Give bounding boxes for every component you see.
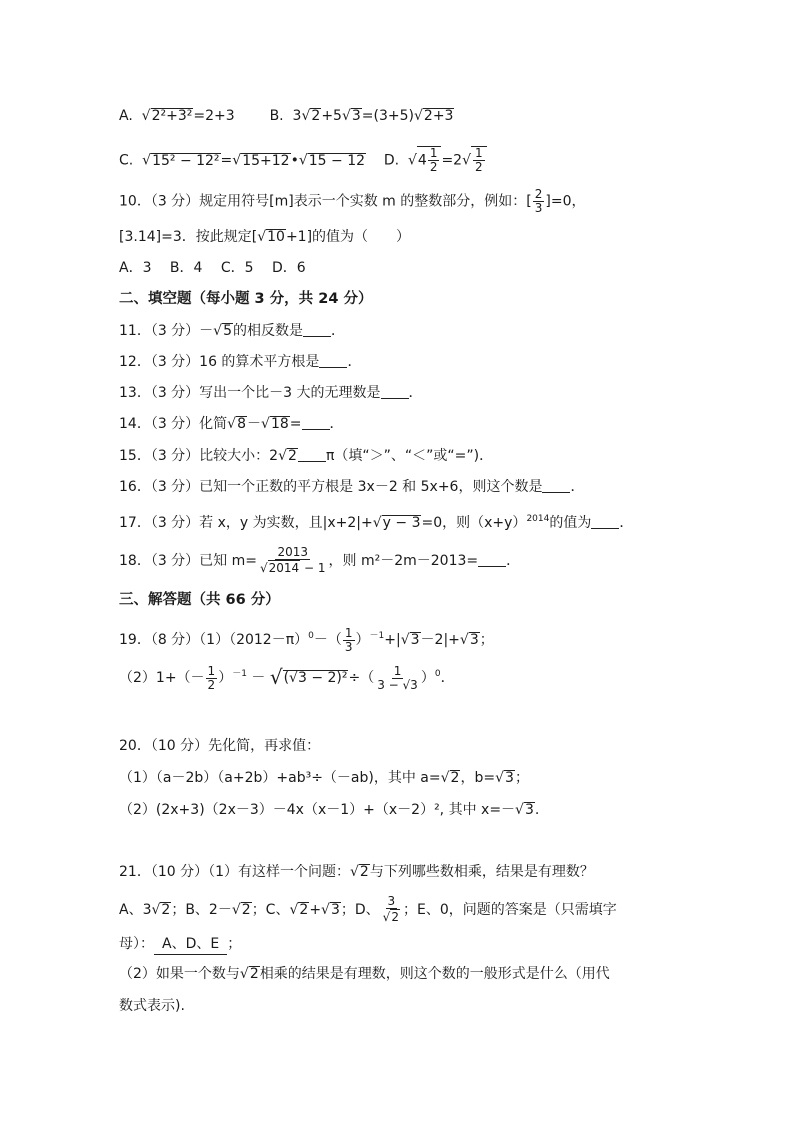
q21-opt-d: ；D、 [340,902,380,918]
q18-end: ． [506,553,521,569]
q13-text: 13．（3 分）写出一个比－3 大的无理数是 [119,385,381,401]
q17-end: ． [619,515,634,531]
q19-l1-den: 3 [344,639,353,654]
q10-frac-num: 2 [534,187,543,201]
q21-l4-r: 2 [249,966,259,982]
question-19-line1: 19．（8 分）$(1)(2012-\pi)^0-$（ $\frac{1}{3}$ ）$^{-1}$+|√3－2|+√3； [119,625,494,654]
q10-frac-den: 3 [534,201,543,215]
question-14: 14．（3 分）化简√8－√18= ． [119,416,344,432]
question-21-line5: 数式表示). [119,998,185,1014]
question-19-line2: （2）1+（－ $\frac{1}{2}$ ）$^{-1}$ － √(√3 − 2)²÷（ $\frac{1}{3 - √3}$ ）$^0$． [119,663,455,692]
q18-post: ，则 m²－2m－2013= [328,553,479,569]
question-10-line1 [119,188,585,215]
q20-l3-r: 3 [524,802,534,818]
option-d-num2: 1 [475,146,483,160]
q11-rad: 5 [223,323,233,339]
q11-post: 的相反数是 [233,323,304,339]
option-b-eq: =(3+5) [361,108,414,124]
q21-opt-d-num: 3 [387,894,396,908]
q19-l1-close: ） [355,632,370,648]
option-d-den: 2 [429,160,438,174]
option-row-ab: A. √2²+3²=2+3 B. 3√2+5√3=(3+5)√2+3 [119,108,454,124]
option-d-num: 1 [429,146,438,160]
q10-text2a: [3.14]=3．按此规定[ [119,229,258,245]
question-13 [119,383,423,403]
q14-r2: 18 [270,416,289,432]
q21-opt-c: ；C、 [251,902,290,918]
q14-blank [302,417,330,430]
q19-l1-end: ； [479,632,494,648]
section-2-title: 二、填空题（每小题 3 分，共 24 分） [119,291,373,307]
q21-opt-c-plus: + [309,902,322,918]
q14-mid: － [247,416,262,432]
q21-l3-pre: 母）： [119,936,154,952]
option-c-r2: 15+12 [242,152,290,169]
question-16 [119,477,584,497]
q12-blank [319,355,347,368]
question-10-line2: [3.14]=3．按此规定[√10+1]的值为（ ） [119,229,411,245]
q11-pre: 11．（3 分）－ [119,323,214,339]
q10-text1: 10．（3 分）规定用符号[m]表示一个实数 m 的整数部分，例如：[ [119,193,532,210]
q14-eq: = [289,416,302,432]
question-20-line2: （1）（a－2b）（a+2b）+ab³÷（－ab)，其中 a=√2，b=√3； [119,770,529,786]
q21-opt-a-r: 2 [161,902,171,918]
option-c-eq: = [220,152,233,169]
option-a-tail: =2+3 [193,108,235,124]
option-b-r3: 2+3 [423,108,454,124]
q15-pi: π [325,448,335,464]
q19-l2-pre: （2）1+（－ [119,670,205,686]
q17-pre: 17．（3 分）若 x，y 为实数，且|x+2|+ [119,515,373,531]
question-21-line2: A、3√2；B、2－√2；C、√2+√3；D、 $\frac{3}{√2}$ ；E、0，问题的答案是（只需填字 [119,894,617,924]
q21-l4-post: 相乘的结果是有理数，则这个数的一般形式是什么（用代 [259,966,610,982]
section-3-title: 三、解答题（共 66 分） [119,592,280,608]
q21-l1-post: 与下列哪些数相乘，结果是有理数？ [369,864,594,880]
option-c-label: C. [119,152,134,169]
q19-l1-abs2: －2|+ [420,632,460,648]
q13-blank [381,386,409,399]
option-row-cd: C. √15² − 12²=√15+12•√15 − 12 D. √4 $\frac{1}{2}$ =2√ $\frac{1}{2}$ [119,146,487,174]
q18-fraction [258,546,328,576]
q18-den-tail: − 1 [300,561,326,575]
q14-pre: 14．（3 分）化简 [119,416,228,432]
option-b-plus: +5 [321,108,342,124]
q18-den: √2014 − 1 [260,561,326,575]
option-d-den2: 2 [475,160,483,174]
option-c-r3: 15 − 12 [308,152,366,169]
q20-l2-mid: ，b= [460,770,496,786]
option-a-radicand: 2²+3² [151,108,193,124]
q16-blank [542,480,570,493]
q19-l2-exp2: 0 [434,669,441,679]
q21-opt-b: ；B、2－ [171,902,232,918]
option-d-int: 4 [417,152,427,169]
q21-l1-r: 2 [359,864,369,880]
q21-opt-d-den: √2 [382,910,399,924]
q19-l1-exp2: －1 [369,631,385,641]
question-11: 11．（3 分）－√5的相反数是 ． [119,323,346,339]
question-18 [119,546,520,576]
q17-rad: y − 3 [382,515,421,531]
q19-l1-pre: 19．（8 分）（1）（2012－π） [119,632,309,648]
question-17: 17．（3 分）若 x，y 为实数，且|x+2|+√y − 3=0，则$(x+y)^{2014}$的值为 ． [119,514,634,531]
q19-l1-r2: 3 [469,632,479,648]
q17-post: 的值为 [549,515,592,531]
q16-end: ． [570,479,585,495]
q11-blank [303,324,331,337]
q18-num: 2013 [277,545,309,559]
option-b-label: B. [269,108,284,124]
option-b-r1: 2 [311,108,321,124]
q13-end: ． [408,385,423,401]
option-b-r2: 3 [351,108,361,124]
q19-l2-rad: (√3 − 2)² [283,670,348,686]
question-21-line1: 21．（10 分）（1）有这样一个问题：√2与下列哪些数相乘，结果是有理数？ [119,864,594,880]
q12-text: 12．（3 分）16 的算术平方根是 [119,354,320,370]
q15-pre: 15．（3 分）比较大小：2 [119,448,279,464]
q19-l2-fden: 3 − √3 [377,677,418,692]
q19-l1-exp: 0 [308,631,314,641]
q14-end: ． [329,416,344,432]
q18-pre: 18．（3 分）已知 m= [119,553,257,569]
q19-l2-den: 2 [207,677,216,692]
option-c-dot: • [290,152,299,169]
q21-opt-e: ；E、0，问题的答案是（只需填字 [402,902,617,918]
q14-r1: 8 [237,416,247,432]
q19-l2-end: ． [440,670,455,686]
q17-blank [591,516,619,529]
question-21-line3 [119,934,241,955]
q19-l1-r1: 3 [410,632,420,648]
q10-text2b: +1]的值为（ ） [285,229,411,245]
q18-den-rad: 2014 [268,561,300,575]
q15-blank [298,449,326,462]
q19-l2-div: ÷（ [348,670,375,686]
option-d-radicand [417,146,442,174]
option-a-label: A. [119,108,133,124]
q20-l2-r2: 3 [505,770,514,786]
q20-l3-pre: （2）(2x+3)（2x－3）－4x（x－1）+（x－2）², 其中 x=－ [119,802,516,818]
question-20-line3: （2）(2x+3)（2x－3）－4x（x－1）+（x－2）², 其中 x=－√3. [119,802,540,818]
q21-l4-pre: （2）如果一个数与 [119,966,240,982]
q10-text1-tail: ]=0， [545,193,586,210]
question-20-line1: 20．（10 分）先化简，再求值： [119,738,321,754]
q19-l1-abs: +| [384,632,401,648]
q21-opt-a: A、3 [119,902,152,918]
question-10-choices: A．3 B．4 C．5 D．6 [119,260,306,276]
q21-answer: A、D、E [154,934,227,955]
q21-l1-pre: 21．（10 分）（1）有这样一个问题： [119,864,350,880]
q21-opt-c-r2: 3 [330,902,340,918]
q19-l2-close: ） [218,670,233,686]
question-21-line4: （2）如果一个数与√2相乘的结果是有理数，则这个数的一般形式是什么（用代 [119,966,610,982]
q21-opt-d-den-r: 2 [391,910,399,924]
option-d-radicand2 [471,146,487,174]
q20-l3-end: . [534,802,540,818]
option-b-coef: 3 [292,108,302,124]
q16-text: 16．（3 分）已知一个正数的平方根是 3x－2 和 5x+6，则这个数是 [119,479,543,495]
q21-l3-end: ； [227,936,242,952]
option-d-label: D. [383,152,400,169]
q19-l1-mid: －（ [313,632,342,648]
q19-l2-num: 1 [207,663,216,678]
q11-end: ． [331,323,346,339]
q15-rad: 2 [288,448,297,464]
q10-rad: 10 [267,229,285,245]
q19-l2-fnum: 1 [393,663,402,678]
q19-l2-exp: －1 [232,669,247,679]
option-c-r1: 15² − 12² [152,152,220,169]
q20-l2-pre: （1）（a－2b）（a+2b）+ab³÷（－ab)，其中 a= [119,770,441,786]
q19-l2-close2: ） [420,670,435,686]
q20-l2-end: ； [514,770,529,786]
q17-exp: 2014 [526,514,550,524]
question-15: 15．（3 分）比较大小：2√2 π（填“＞”、“＜”或“=”)． [119,448,494,464]
question-12 [119,352,361,372]
q15-post: （填“＞”、“＜”或“=”)． [334,448,494,464]
q19-l2-minus: － [251,670,266,686]
q17-mid: =0，则（x+y） [421,515,527,531]
q18-blank [478,554,506,567]
q21-opt-c-r1: 2 [299,902,309,918]
q19-l1-num: 1 [344,625,353,640]
option-d-eq: =2 [441,152,463,169]
q20-l2-r1: 2 [450,770,460,786]
q21-opt-b-r: 2 [241,902,251,918]
q12-end: ． [347,354,362,370]
